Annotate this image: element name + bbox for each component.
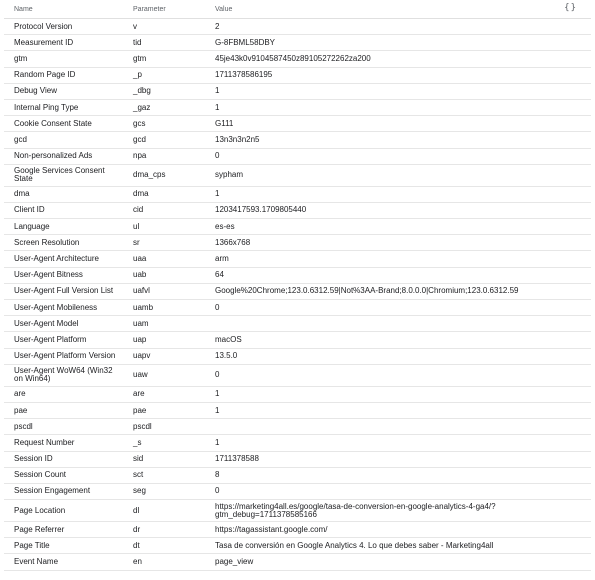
table-row[interactable]	[4, 100, 591, 116]
param-key-cell: _dbg	[133, 87, 151, 96]
table-row[interactable]	[4, 51, 591, 67]
table-row[interactable]	[4, 554, 591, 570]
param-key-cell: sid	[133, 455, 144, 464]
param-key-cell: dr	[133, 525, 141, 534]
param-value-cell: macOS	[215, 335, 242, 344]
table-row[interactable]	[4, 452, 591, 468]
param-value-cell: 1	[215, 103, 220, 112]
table-row[interactable]	[4, 251, 591, 267]
table-row[interactable]	[4, 116, 591, 132]
table-row[interactable]	[4, 387, 591, 403]
param-name-cell: User-Agent Mobileness	[14, 303, 98, 312]
param-key-cell: uamb	[133, 303, 154, 312]
param-name-cell: Client ID	[14, 206, 45, 215]
param-name-cell: Debug View	[14, 87, 57, 96]
param-name-cell: Page Location	[14, 506, 66, 515]
param-name-cell: pscdl	[14, 422, 33, 431]
param-key-cell: en	[133, 558, 142, 567]
param-key-cell: cid	[133, 206, 144, 215]
parameters-panel	[4, 0, 591, 571]
table-row[interactable]	[4, 219, 591, 235]
param-name-cell: Session Count	[14, 471, 67, 480]
param-value-cell: 13n3n3n2n5	[215, 135, 260, 144]
param-value-cell: G-8FBML58DBY	[215, 38, 276, 47]
param-value-cell: Google%20Chrome;123.0.6312.59|Not%3AA-Brand;8.0.0.0|Chromium;123.0.6312.59	[215, 287, 519, 296]
param-key-cell: uaw	[133, 371, 148, 380]
param-key-cell: _s	[133, 438, 142, 447]
table-row[interactable]	[4, 84, 591, 100]
param-value-cell: https://tagassistant.google.com/	[215, 525, 328, 534]
table-row[interactable]	[4, 522, 591, 538]
param-value-cell: 0	[215, 487, 220, 496]
param-name-cell: Session ID	[14, 455, 53, 464]
param-key-cell: uapv	[133, 352, 151, 361]
param-value-cell: es-es	[215, 222, 235, 231]
param-value-cell: 45je43k0v9104587450z89105272262za200	[215, 54, 371, 63]
param-value-cell: 0	[215, 371, 220, 380]
param-name-cell: gcd	[14, 135, 27, 144]
table-row[interactable]	[4, 284, 591, 300]
param-name-cell: Page Title	[14, 541, 50, 550]
param-key-cell: dl	[133, 506, 140, 515]
column-header-parameter: Parameter	[133, 5, 166, 13]
param-key-cell: _gaz	[133, 103, 151, 112]
param-name-cell: User-Agent Platform Version	[14, 352, 116, 361]
param-value-cell: page_view	[215, 558, 254, 567]
param-key-cell: _p	[133, 71, 142, 80]
param-value-cell: 13.5.0	[215, 352, 238, 361]
table-row[interactable]	[4, 165, 591, 187]
table-header	[4, 0, 591, 19]
table-row[interactable]	[4, 538, 591, 554]
parameters-table-body	[4, 19, 591, 571]
param-key-cell: pscdl	[133, 422, 152, 431]
param-key-cell: pae	[133, 406, 147, 415]
param-value-cell: 0	[215, 303, 220, 312]
param-name-cell: Protocol Version	[14, 22, 73, 31]
table-row[interactable]	[4, 187, 591, 203]
param-value-cell: 8	[215, 471, 220, 480]
table-row[interactable]	[4, 19, 591, 35]
param-value-cell: arm	[215, 255, 229, 264]
param-name-cell: Event Name	[14, 558, 59, 567]
param-key-cell: v	[133, 22, 137, 31]
table-row[interactable]	[4, 468, 591, 484]
param-key-cell: uaa	[133, 255, 147, 264]
param-value-cell: 2	[215, 22, 220, 31]
param-key-cell: dma	[133, 190, 149, 199]
column-header-value: Value	[215, 5, 233, 13]
table-row[interactable]	[4, 68, 591, 84]
param-name-cell: Page Referrer	[14, 525, 65, 534]
param-key-cell: uap	[133, 335, 147, 344]
param-key-cell: dma_cps	[133, 171, 166, 180]
table-row[interactable]	[4, 332, 591, 348]
param-value-cell: Tasa de conversión en Google Analytics 4. Lo que debes saber - Marketing4all	[215, 541, 494, 550]
param-name-cell: pae	[14, 406, 28, 415]
table-row[interactable]	[4, 316, 591, 332]
table-row[interactable]	[4, 349, 591, 365]
param-name-cell: dma	[14, 190, 30, 199]
param-name-cell: Screen Resolution	[14, 238, 80, 247]
param-name-cell: Cookie Consent State	[14, 119, 92, 128]
param-value-cell: 1	[215, 190, 220, 199]
table-row[interactable]	[4, 365, 591, 387]
param-key-cell: ul	[133, 222, 140, 231]
table-row[interactable]	[4, 132, 591, 148]
param-name-cell: User-Agent Full Version List	[14, 287, 114, 296]
param-name-cell: User-Agent Bitness	[14, 271, 83, 280]
param-key-cell: gcs	[133, 119, 146, 128]
param-name-cell: are	[14, 390, 26, 399]
table-row[interactable]	[4, 35, 591, 51]
param-value-cell: 1711378586195	[215, 71, 273, 80]
param-value-cell: G111	[215, 119, 234, 128]
param-value-cell: 1203417593.1709805440	[215, 206, 307, 215]
param-name-cell: Language	[14, 222, 50, 231]
table-row[interactable]	[4, 268, 591, 284]
table-row[interactable]	[4, 500, 591, 522]
param-key-cell: sct	[133, 471, 144, 480]
param-key-cell: tid	[133, 38, 142, 47]
param-name-cell: User-Agent Architecture	[14, 255, 99, 264]
param-name-cell: User-Agent Platform	[14, 335, 87, 344]
table-row[interactable]	[4, 419, 591, 435]
param-key-cell: npa	[133, 152, 147, 161]
param-value-cell: 1711378588	[215, 455, 259, 464]
param-value-cell: 0	[215, 152, 220, 161]
param-key-cell: uam	[133, 319, 149, 328]
param-value-cell: 1366x768	[215, 238, 251, 247]
param-name-cell: User-Agent Model	[14, 319, 79, 328]
param-value-cell: 64	[215, 271, 224, 280]
table-row[interactable]	[4, 203, 591, 219]
param-key-cell: gtm	[133, 54, 147, 63]
param-key-cell: seg	[133, 487, 146, 496]
param-name-cell: Request Number	[14, 438, 75, 447]
param-name-cell: Random Page ID	[14, 71, 76, 80]
table-row[interactable]	[4, 235, 591, 251]
param-name-cell: User-Agent WoW64 (Win32 on Win64)	[14, 367, 113, 384]
param-value-cell: 1	[215, 87, 220, 96]
param-value-cell: 1	[215, 438, 220, 447]
param-name-cell: Google Services Consent State	[14, 167, 105, 184]
param-name-cell: Non-personalized Ads	[14, 152, 93, 161]
param-name-cell: gtm	[14, 54, 28, 63]
column-header-name: Name	[14, 5, 33, 13]
table-row[interactable]	[4, 300, 591, 316]
param-name-cell: Session Engagement	[14, 487, 91, 496]
param-key-cell: dt	[133, 541, 140, 550]
param-value-cell: 1	[215, 406, 220, 415]
param-name-cell: Internal Ping Type	[14, 103, 79, 112]
param-key-cell: uab	[133, 271, 147, 280]
param-key-cell: sr	[133, 238, 140, 247]
code-view-toggle-icon[interactable]: {}	[564, 3, 577, 13]
table-row[interactable]	[4, 435, 591, 451]
param-key-cell: are	[133, 390, 145, 399]
param-value-cell: sypham	[215, 171, 244, 180]
param-name-cell: Measurement ID	[14, 38, 74, 47]
param-key-cell: uafvl	[133, 287, 150, 296]
table-row[interactable]	[4, 149, 591, 165]
param-value-cell: https://marketing4all.es/google/tasa-de-conversion-en-google-analytics-4-ga4/?gtm_debug=1711378585166	[215, 502, 496, 519]
table-row[interactable]	[4, 484, 591, 500]
param-value-cell: 1	[215, 390, 220, 399]
table-row[interactable]	[4, 403, 591, 419]
param-key-cell: gcd	[133, 135, 146, 144]
